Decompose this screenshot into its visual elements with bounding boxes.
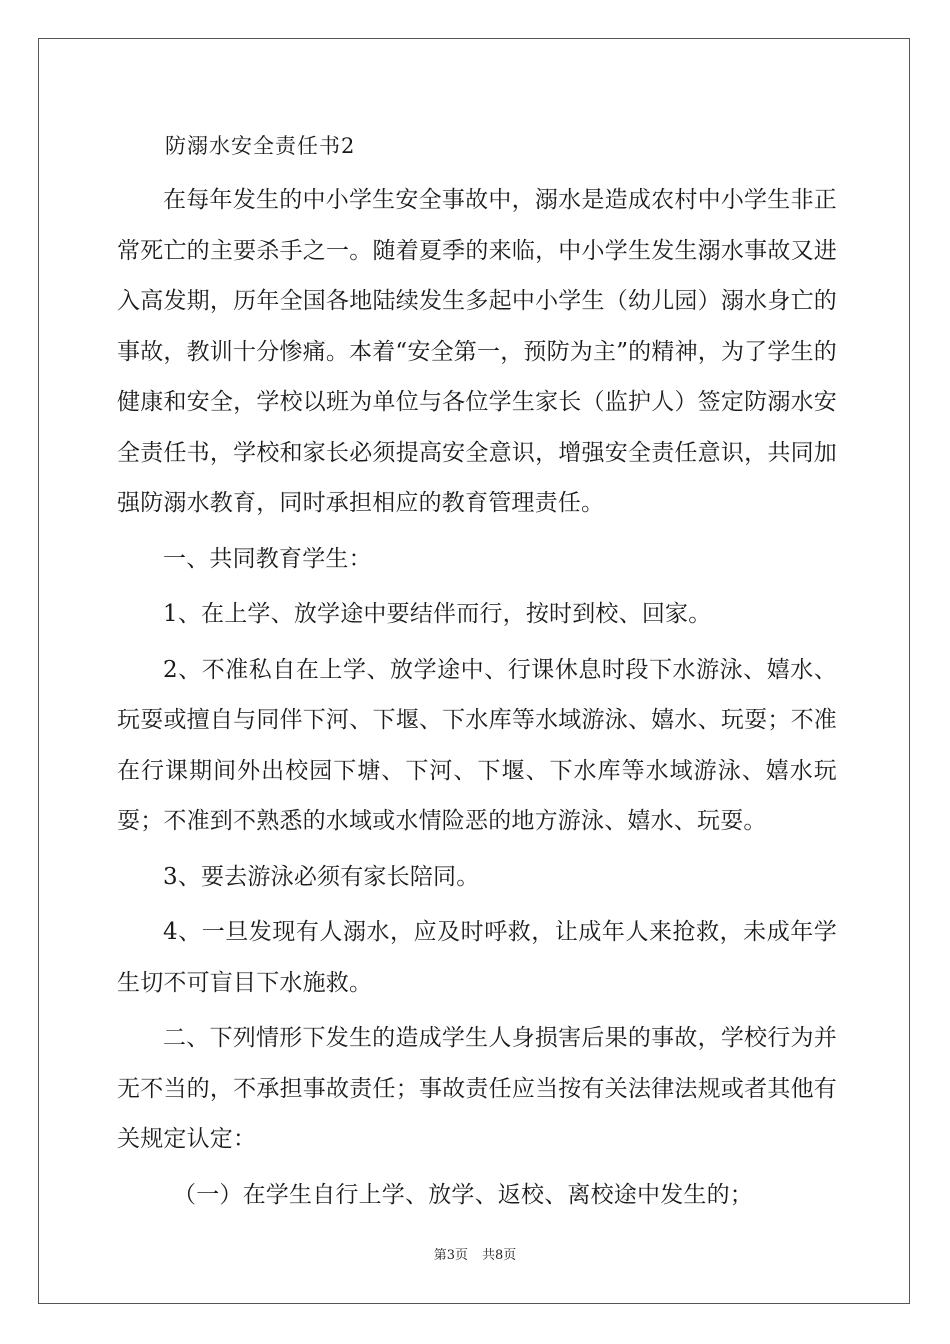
- list-item-2: 2、不准私自在上学、放学途中、行课休息时段下水游泳、嬉水、玩耍或擅自与同伴下河、下堰、下水库等水域游泳、嬉水、玩耍；不准在行课期间外出校园下塘、下河、下堰、下水库等水域游泳、嬉水玩耍；不准到不熟悉的水域或水情险恶的地方游泳、嬉水、玩耍。: [117, 656, 837, 834]
- list-item-3: 3、要去游泳必须有家长陪同。: [163, 863, 480, 890]
- list-item-4: 4、一旦发现有人溺水，应及时呼救，让成年人来抢救，未成年学生切不可盲目下水施救。: [117, 919, 837, 996]
- page-footer: [0, 1246, 950, 1266]
- document-body: [117, 124, 837, 1225]
- section-heading-1: 一、共同教育学生：: [163, 545, 372, 572]
- list-item-1: 1、在上学、放学途中要结伴而行，按时到校、回家。: [163, 601, 712, 627]
- sub-item-1: （一）在学生自行上学、放学、返校、离校途中发生的；: [173, 1181, 753, 1208]
- paragraph-intro: 在每年发生的中小学生安全事故中，溺水是造成农村中小学生非正常死亡的主要杀手之一。随着夏季的来临，中小学生发生溺水事故又进入高发期，历年全国各地陆续发生多起中小学生（幼儿园）溺水身亡的事故，教训十分惨痛。本着“安全第一，预防为主”的精神，为了学生的健康和安全，学校以班为单位与各位学生家长（监护人）签定防溺水安全责任书，学校和家长必须提高安全意识，增强安全责任意识，共同加强防溺水教育，同时承担相应的教育管理责任。: [117, 187, 837, 516]
- section-heading-2: 二、下列情形下发生的造成学生人身损害后果的事故，学校行为并无不当的，不承担事故责任；事故责任应当按有关法律法规或者其他有关规定认定：: [117, 1025, 837, 1152]
- document-title: 防溺水安全责任书2: [165, 134, 356, 158]
- page-number: 第3页: [433, 1248, 468, 1263]
- page-total: 共8页: [482, 1248, 517, 1263]
